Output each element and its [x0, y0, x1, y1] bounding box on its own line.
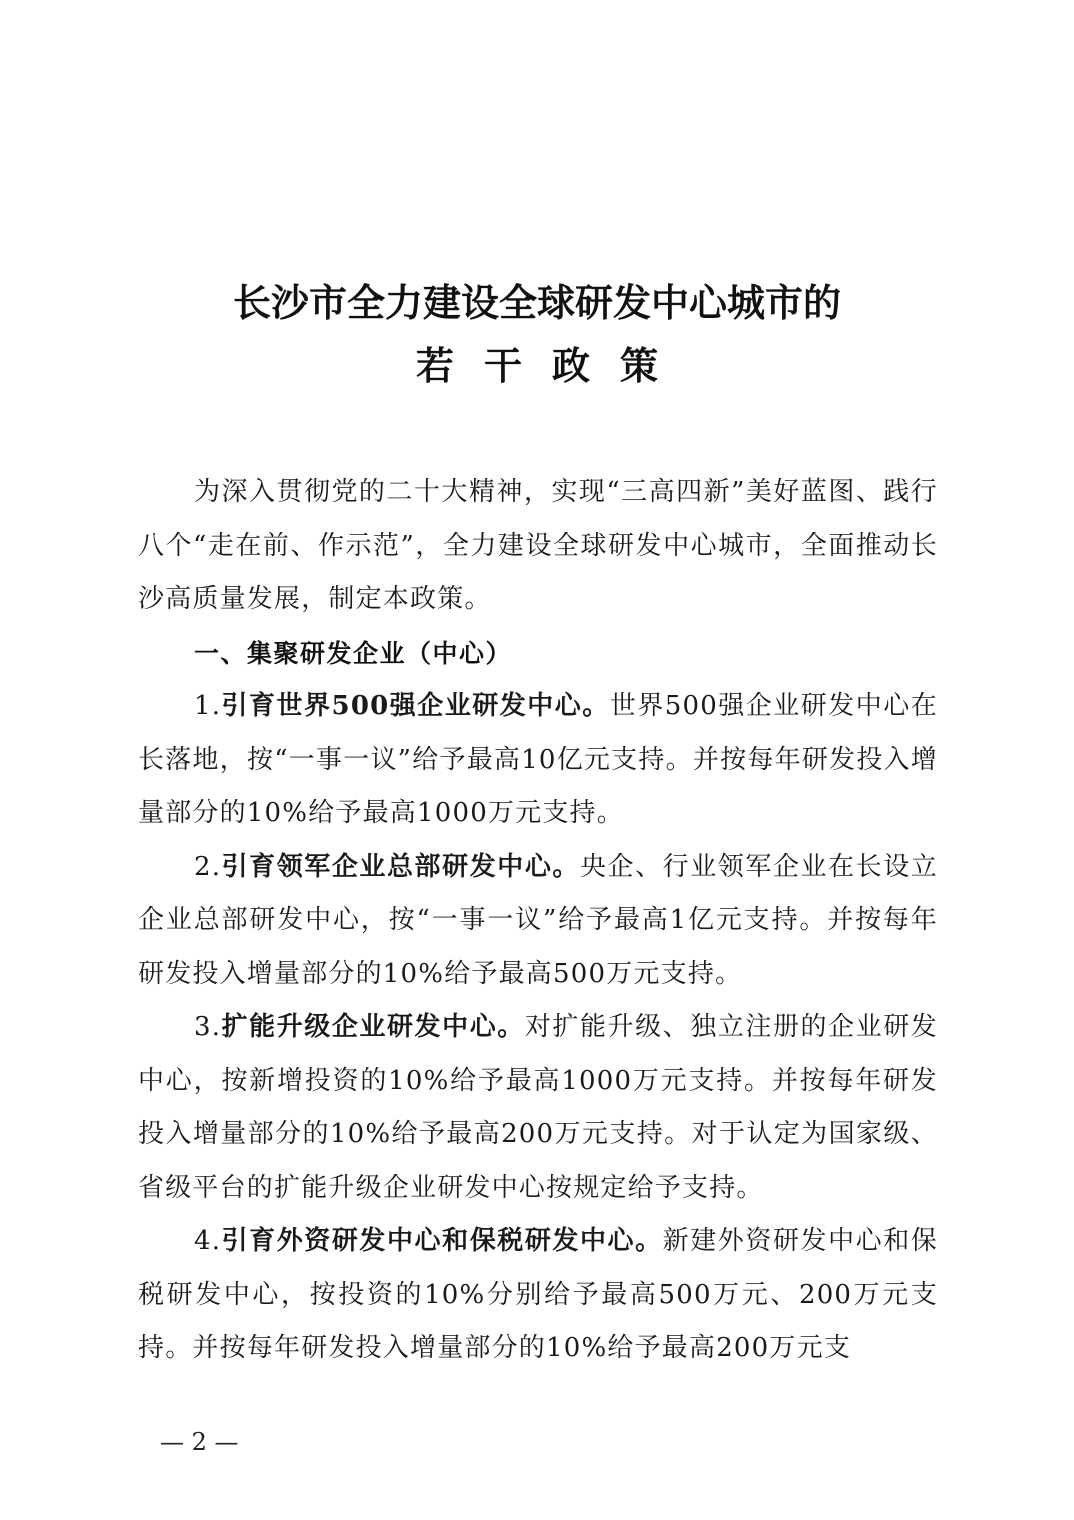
policy-item-1: [138, 680, 938, 841]
intro-paragraph: 为深入贯彻党的二十大精神，实现“三高四新”美好蓝图、践行八个“走在前、作示范”，全力建设全球研发中心城市，全面推动长沙高质量发展，制定本政策。: [138, 477, 938, 614]
item-number: 3.: [194, 1012, 222, 1042]
policy-item-3: [138, 1001, 938, 1215]
item-text: 央企、行业领军企业在长设立企业总部研发中心，按“一事一议”给予最高1亿元支持。并按每年研发投入增量部分的10%给予最高500万元支持。: [138, 851, 938, 989]
document-title-line2: 若干政策: [415, 344, 688, 388]
item-number: 2.: [194, 851, 222, 882]
item-lead: 扩能升级企业研发中心。: [221, 1012, 525, 1042]
document-title-line1: 长沙市全力建设全球研发中心城市的: [232, 281, 841, 325]
document-body: [138, 466, 938, 1376]
item-number: 4.: [194, 1226, 222, 1256]
item-lead: 引育世界500强企业研发中心。: [221, 691, 610, 721]
item-number: 1.: [194, 691, 222, 721]
item-text: 世界500强企业研发中心在长落地，按“一事一议”给予最高10亿元支持。并按每年研发投入增量部分的10%给予最高1000万元支持。: [138, 691, 938, 828]
item-lead: 引育领军企业总部研发中心。: [221, 851, 580, 882]
policy-item-2: [138, 841, 938, 1002]
section-heading: 一、集聚研发企业（中心）: [194, 638, 513, 668]
item-text: 新建外资研发中心和保税研发中心，按投资的10%分别给予最高500万元、200万元支持。并按每年研发投入增量部分的10%给予最高200万元支: [138, 1226, 938, 1363]
page-number: — 2 —: [160, 1428, 239, 1456]
item-text: 对扩能升级、独立注册的企业研发中心，按新增投资的10%给予最高1000万元支持。并按每年研发投入增量部分的10%给予最高200万元支持。对于认定为国家级、省级平台的扩能升级企业研发中心按规定给予支持。: [138, 1012, 938, 1203]
item-lead: 引育外资研发中心和保税研发中心。: [221, 1226, 663, 1256]
policy-item-4: [138, 1215, 938, 1376]
